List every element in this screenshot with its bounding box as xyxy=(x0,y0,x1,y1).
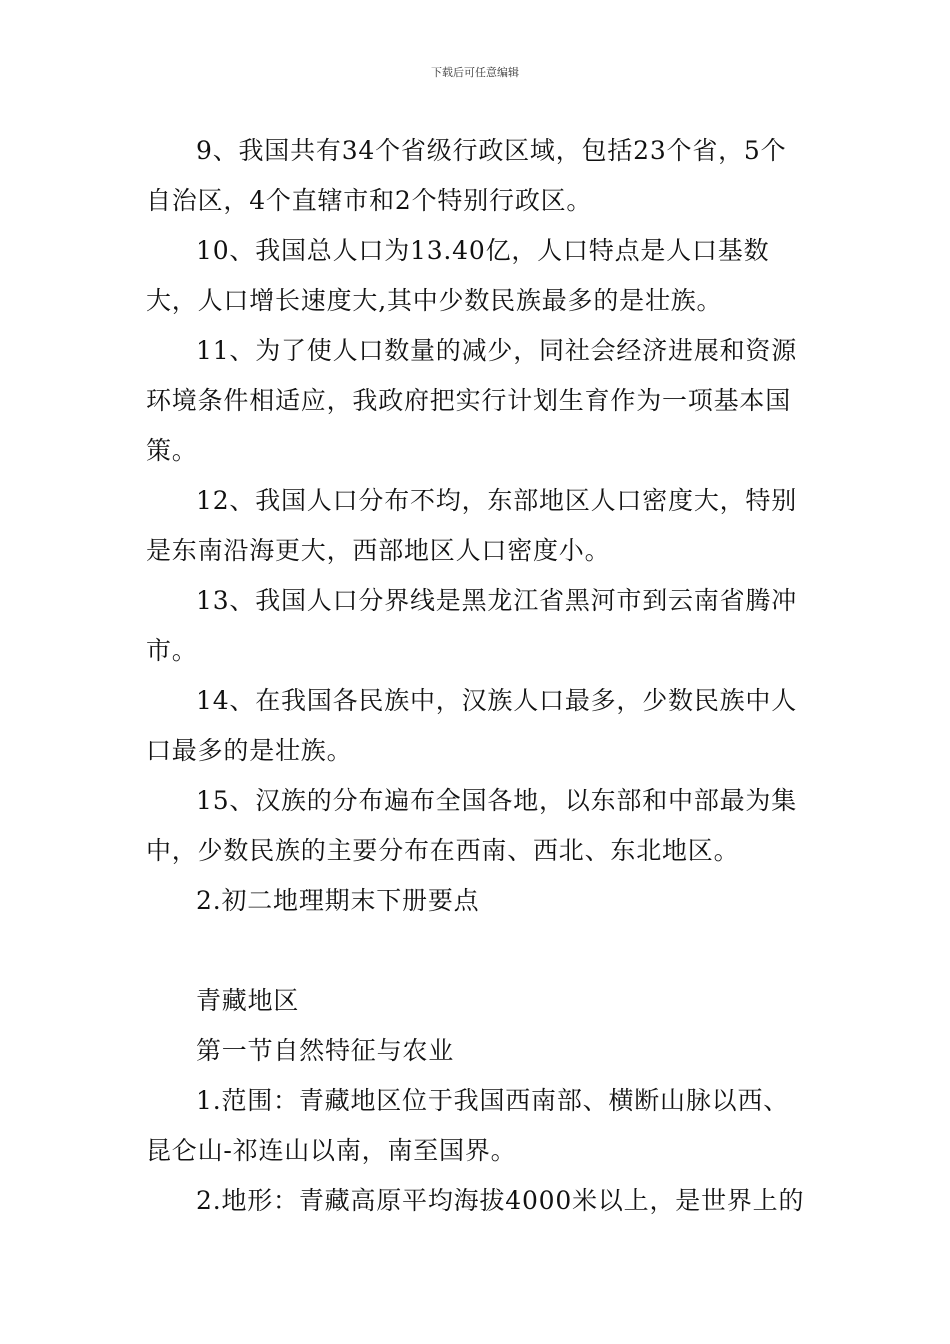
region-title: 青藏地区 xyxy=(196,986,300,1015)
item-terrain: 2.地形：青藏高原平均海拔4000米以上，是世界上的 xyxy=(196,1186,805,1215)
blank-line xyxy=(146,926,812,976)
section-heading: 2.初二地理期末下册要点 xyxy=(196,886,480,915)
paragraph-10: 10、我国总人口为13.40亿，人口特点是人口基数大，人口增长速度大,其中少数民族最多的是壮族。 xyxy=(146,236,770,315)
document-body xyxy=(146,126,812,1226)
paragraph-11: 11、为了使人口数量的减少，同社会经济进展和资源环境条件相适应，我政府把实行计划生育作为一项基本国策。 xyxy=(146,336,798,465)
item-range: 1.范围：青藏地区位于我国西南部、横断山脉以西、昆仑山-祁连山以南，南至国界。 xyxy=(146,1086,790,1165)
paragraph-15: 15、汉族的分布遍布全国各地，以东部和中部最为集中，少数民族的主要分布在西南、西北、东北地区。 xyxy=(146,786,798,865)
paragraph-14: 14、在我国各民族中，汉族人口最多，少数民族中人口最多的是壮族。 xyxy=(146,686,798,765)
paragraph-13: 13、我国人口分界线是黑龙江省黑河市到云南省腾冲市。 xyxy=(146,586,798,665)
paragraph-12: 12、我国人口分布不均，东部地区人口密度大，特别是东南沿海更大，西部地区人口密度小。 xyxy=(146,486,798,565)
chapter-title: 第一节自然特征与农业 xyxy=(196,1036,455,1065)
paragraph-9: 9、我国共有34个省级行政区域，包括23个省，5个自治区，4个直辖市和2个特别行政区。 xyxy=(146,136,787,215)
page-header: 下载后可任意编辑 xyxy=(431,66,519,79)
